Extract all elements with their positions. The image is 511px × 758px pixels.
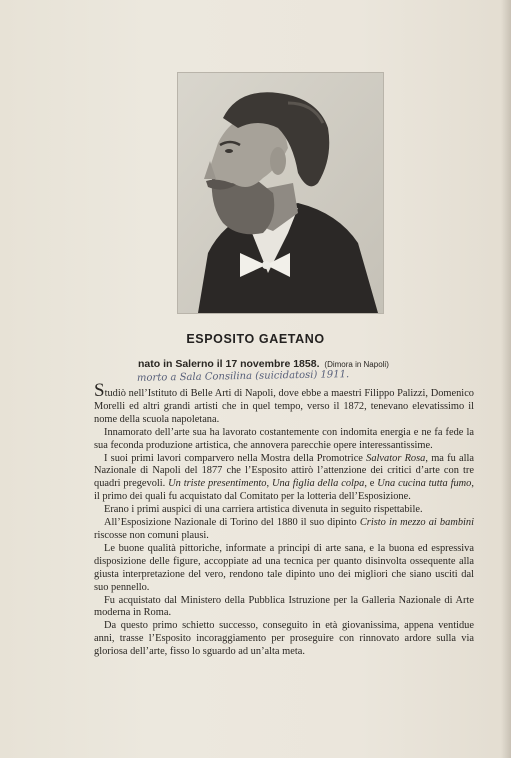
promotrice-name: Salvator Rosa — [366, 452, 426, 464]
portrait-image — [178, 73, 383, 313]
page-edge-shadow — [501, 0, 511, 758]
biography-text — [94, 380, 474, 659]
birth-text: nato in Salerno il 17 novembre 1858. — [138, 358, 320, 370]
paragraph-3: I suoi primi lavori comparvero nella Mostra della Promotrice Salvator Rosa, ma fu alla Nazionale di Napoli del 1877 che l’Esposito attirò l’attenzione dei critici d’arte con tre quadri pregevoli. Un triste presentimento, Una figlia della colpa, e Una cucina tutta fumo, il primo dei quali fu acquistato dal Comitato per la lotteria dell’Esposizione. — [94, 452, 474, 503]
paragraph-1: Studiò nell’Istituto di Belle Arti di Napoli, dove ebbe a maestri Filippo Palizzi, Domenico Morelli ed altri grandi artisti che in quel tempo, verso il 1872, tenevano elevatissimo il nome della scuola napoletana. — [94, 380, 474, 425]
paragraph-6: Le buone qualità pittoriche, informate a principi di arte sana, e la buona ed espressiva disposizione delle figure, accoppiate ad una tecnica per quanto disinvolta ossequente alla giusta interpretazione del vero, rendono tale dipinto uno dei migliori che siano usciti dal suo pennello. — [94, 542, 474, 593]
paragraph-8: Da questo primo schietto successo, conseguito in età giovanissima, appena ventidue anni, trasse l’Esposito incoraggiamento per proseguire con rinnovato ardore sulla via gloriosa dell’arte, fisso lo sguardo ad un’alta meta. — [94, 620, 474, 658]
artwork-title: Una figlia della colpa — [271, 478, 365, 490]
paragraph-5: All’Esposizione Nazionale di Torino del 1880 il suo dipinto Cristo in mezzo ai bambini riscosse non comuni plausi. — [94, 517, 474, 541]
paragraph-4: Erano i primi auspici di una carriera artistica divenuta in seguito rispettabile. — [104, 504, 423, 516]
artwork-title: Una cucina tutta fumo — [377, 478, 472, 490]
paragraph-2: Innamorato dell’arte sua ha lavorato costantemente con indomita energia e ne fa fede la sua feconda produzione artistica, che annovera parecchie opere interessantissime. — [94, 426, 474, 451]
residence-note: (Dimora in Napoli) — [324, 360, 389, 369]
portrait-photo — [177, 72, 384, 314]
birth-line — [138, 358, 389, 370]
handwritten-annotation: morto a Sala Consilina (suicidatosi) 1911. — [136, 369, 350, 384]
drop-cap: S — [94, 380, 105, 401]
artwork-title: Cristo in mezzo ai bambini — [359, 517, 474, 529]
artwork-title: Un triste presentimento — [168, 478, 267, 490]
paragraph-7: Fu acquistato dal Ministero della Pubblica Istruzione per la Galleria Nazionale di Arte moderna in Roma. — [94, 594, 474, 619]
artist-name-heading: ESPOSITO GAETANO — [186, 332, 325, 346]
